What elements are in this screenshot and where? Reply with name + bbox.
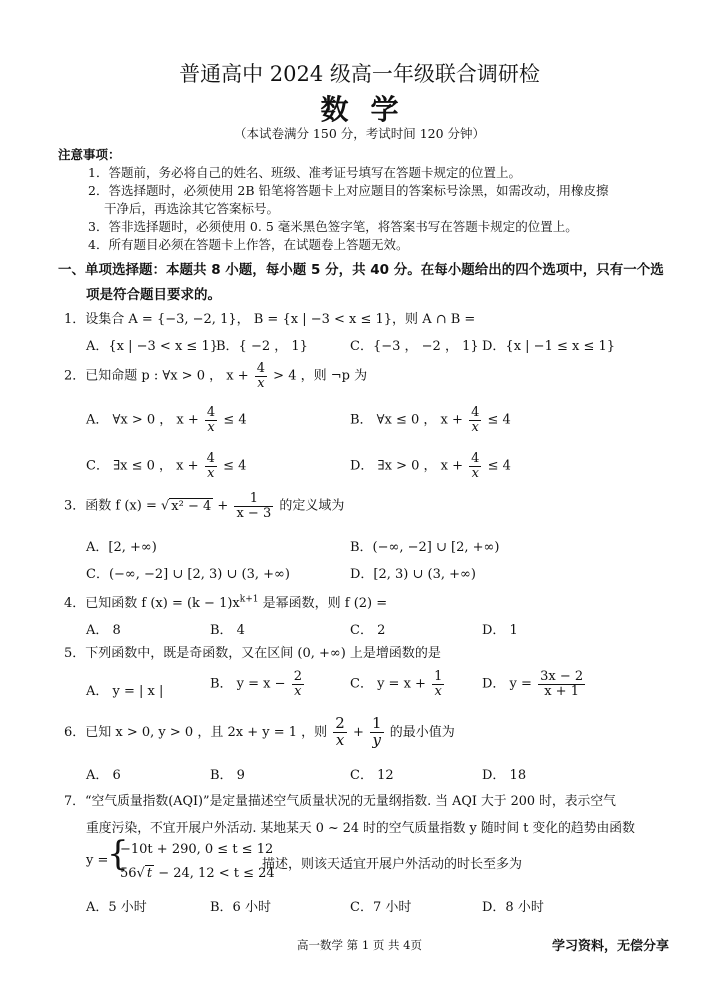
q7-case-1: −10t + 290, 0 ≤ t ≤ 12	[120, 842, 274, 857]
notice-item: 1．答题前，务必将自己的姓名、班级、准考证号填写在答题卡规定的位置上。	[88, 165, 521, 180]
q5-optD-frac	[538, 670, 585, 698]
q2-option-c	[86, 452, 246, 480]
q2-optD-den: x	[471, 465, 479, 481]
q1-option-d: D．{x | −1 ≤ x ≤ 1}	[482, 339, 616, 354]
q7-option-c: C．7 小时	[350, 900, 412, 915]
q3-sqrt: √ x² − 4	[161, 498, 212, 514]
q1-option-c: C．{−3 ， −2 ， 1}	[350, 339, 479, 354]
q2-optB-frac	[469, 406, 481, 434]
q2-optD-num: 4	[471, 451, 480, 466]
question-3-stem	[64, 492, 344, 520]
q5-optB-pre: B． y = x −	[210, 676, 286, 692]
q5-optD-den: x + 1	[544, 683, 579, 699]
q2-optC-num: 4	[206, 451, 215, 466]
notice-item: 干净后，再选涂其它答案标号。	[104, 201, 280, 216]
q1-option-b: B．{ −2 ， 1}	[216, 339, 308, 354]
q6-num1: 2	[335, 714, 345, 732]
q2-option-d	[350, 452, 511, 480]
section-heading-cont: 项是符合题目要求的。	[86, 287, 221, 303]
q3-option-b: B．(−∞, −2] ∪ [2, +∞)	[350, 540, 500, 555]
q3-suffix: 的定义域为	[279, 498, 345, 514]
q5-option-b	[210, 670, 306, 698]
q2-optA-frac	[205, 406, 217, 434]
q6-option-c: C． 12	[350, 768, 394, 783]
q6-den2: y	[372, 730, 382, 749]
exam-title: 普通高中 2024 级高一年级联合调研检	[179, 62, 540, 86]
q3-option-d: D．[2, 3) ∪ (3, +∞)	[350, 567, 476, 582]
q6-prefix: 6．已知 x > 0, y > 0 ，且 2x + y = 1 ，则	[64, 724, 328, 740]
q7-case2-post: − 24, 12 < t ≤ 24	[154, 866, 275, 881]
q2-optD-post: ≤ 4	[487, 458, 511, 474]
notice-item: 3．答非选择题时，必须使用 0. 5 毫米黑色签字笔，将答案书写在答题卡规定的位置上。	[88, 219, 578, 234]
notice-heading: 注意事项：	[58, 147, 121, 162]
subject-title: 数学	[320, 93, 421, 126]
q2-optD-frac	[469, 452, 481, 480]
q6-option-d: D． 18	[482, 768, 527, 783]
q2-optA-post: ≤ 4	[223, 412, 247, 428]
q7-case2-pre: 56	[120, 866, 137, 881]
q6-fraction-1	[333, 716, 347, 749]
notice-item: 2．答选择题时，必须使用 2B 铅笔将答题卡上对应题目的答案标号涂黑，如需改动，用橡皮擦	[88, 183, 609, 198]
q3-option-a: A．[2, +∞)	[86, 540, 157, 555]
q2-optB-num: 4	[471, 405, 480, 420]
q5-optC-den: x	[434, 683, 442, 699]
q5-optB-frac	[292, 670, 304, 698]
q2-optB-post: ≤ 4	[487, 412, 511, 428]
question-6-stem	[64, 716, 455, 749]
q4-stem-post: 是幂函数，则 f (2) =	[258, 596, 388, 611]
q2-optB-pre: B． ∀x ≤ 0 ， x +	[350, 412, 463, 428]
q5-option-a: A． y = | x |	[86, 684, 164, 699]
share-note: 学习资料，无偿分享	[551, 939, 669, 954]
question-4-stem	[64, 592, 387, 611]
q4-stem-pre: 4．已知函数 f (x) = (k − 1)x	[64, 596, 240, 611]
q3-plus: +	[217, 498, 229, 514]
q4-exponent: k+1	[239, 594, 259, 605]
question-5-stem: 5．下列函数中，既是奇函数，又在区间 (0, +∞) 上是增函数的是	[64, 646, 441, 661]
q3-radicand: x² − 4	[171, 498, 212, 514]
q2-optB-den: x	[471, 419, 479, 435]
q3-num: 1	[234, 492, 273, 507]
q2-optC-post: ≤ 4	[223, 458, 247, 474]
q6-option-b: B． 9	[210, 768, 245, 783]
q2-optA-num: 4	[206, 405, 216, 420]
q7-brace: {	[107, 834, 129, 874]
q3-den: x − 3	[236, 505, 272, 521]
q7-option-b: B．6 小时	[210, 900, 271, 915]
q6-suffix: 的最小值为	[389, 724, 455, 740]
q2-suffix: > 4 ，则 ¬p 为	[273, 368, 368, 384]
q5-option-d	[482, 670, 587, 698]
q5-optB-den: x	[294, 683, 302, 699]
q5-optB-num: 2	[293, 669, 302, 684]
q4-option-c: C． 2	[350, 623, 386, 638]
section-heading: 一、单项选择题：本题共 8 小题，每小题 5 分，共 40 分。在每小题给出的四个选项中，只有一个选	[58, 262, 664, 278]
q2-option-b	[350, 406, 511, 434]
q5-optC-pre: C． y = x +	[350, 676, 426, 692]
q7-case-2: 56√ t − 24, 12 < t ≤ 24	[120, 866, 275, 881]
q7-tail: 描述，则该天适宜开展户外活动的时长至多为	[262, 857, 523, 872]
q2-optC-frac	[205, 452, 217, 480]
q5-optC-num: 1	[434, 669, 443, 684]
question-1-stem: 1．设集合 A = {−3, −2, 1}， B = {x | −3 < x ≤ 1}，则 A ∩ B =	[64, 312, 476, 327]
q6-num2: 1	[372, 714, 382, 732]
q6-den1: x	[335, 730, 345, 749]
q5-option-c	[350, 670, 446, 698]
q1-option-a: A．{x | −3 < x ≤ 1}	[86, 339, 218, 354]
q7-option-a: A．5 小时	[86, 900, 147, 915]
q2-num: 4	[256, 361, 266, 376]
notice-item: 4．所有题目必须在答题卡上作答，在试题卷上答题无效。	[88, 237, 409, 252]
q6-plus: +	[352, 724, 364, 740]
q3-fraction	[234, 492, 273, 520]
q2-optA-pre: A． ∀x > 0 ， x +	[86, 412, 199, 428]
q4-option-d: D． 1	[482, 623, 518, 638]
q2-optC-den: x	[207, 465, 215, 481]
q6-option-a: A． 6	[86, 768, 121, 783]
q2-prefix: 2．已知命题 p : ∀x > 0 ， x +	[64, 368, 249, 384]
q5-optD-num: 3x − 2	[540, 669, 584, 684]
q3-prefix: 3．函数 f (x) =	[64, 498, 157, 514]
exam-note: （本试卷满分 150 分，考试时间 120 分钟）	[233, 126, 486, 141]
page-footer: 高一数学 第 1 页 共 4页	[297, 938, 422, 952]
q2-option-a	[86, 406, 247, 434]
q6-fraction-2	[370, 716, 384, 749]
q2-optA-den: x	[207, 419, 215, 435]
q2-den: x	[257, 375, 265, 391]
q5-optD-pre: D． y =	[482, 676, 532, 692]
question-7-line-2: 重度污染，不宜开展户外活动. 某地某天 0 ~ 24 时的空气质量指数 y 随时间 t 变化的趋势由函数	[86, 821, 635, 836]
q2-fraction	[255, 362, 267, 390]
q2-optD-pre: D． ∃x > 0 ， x +	[350, 458, 463, 474]
q3-option-c: C．(−∞, −2] ∪ [2, 3) ∪ (3, +∞)	[86, 567, 290, 582]
q2-optC-pre: C． ∃x ≤ 0 ， x +	[86, 458, 199, 474]
q7-case2-sqrt: t	[146, 866, 153, 881]
question-7-line-1: 7．“空气质量指数(AQI)”是定量描述空气质量状况的无量纲指数. 当 AQI 大于 200 时，表示空气	[64, 794, 616, 809]
q7-option-d: D．8 小时	[482, 900, 544, 915]
question-2-stem	[64, 362, 367, 390]
q4-option-a: A． 8	[86, 623, 121, 638]
q4-option-b: B． 4	[210, 623, 245, 638]
q5-optC-frac	[432, 670, 444, 698]
q7-y-eq: y =	[86, 853, 109, 868]
